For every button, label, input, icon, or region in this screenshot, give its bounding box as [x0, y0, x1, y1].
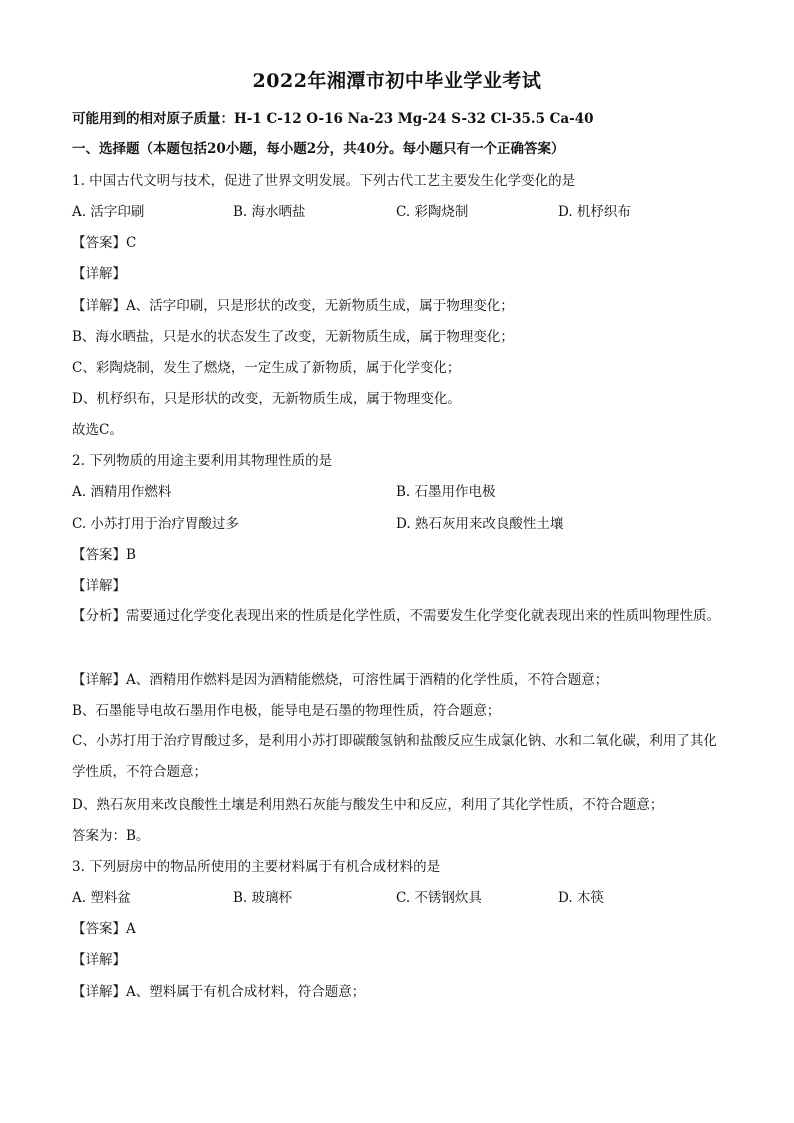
q2-detail-line: B、石墨能导电故石墨用作电极，能导电是石墨的物理性质，符合题意；	[72, 703, 501, 719]
q2-option-d: D. 熟石灰用来改良酸性土壤	[396, 516, 564, 532]
q2-detail-line: C、小苏打用于治疗胃酸过多，是利用小苏打即碳酸氢钠和盐酸反应生成氯化钠、水和二氧化碳，利用了其化学性质，不符合题意；	[72, 733, 717, 780]
q1-option-a: A. 活字印刷	[72, 204, 145, 220]
q3-option-c: C. 不锈钢炊具	[396, 890, 482, 906]
q1-option-c: C. 彩陶烧制	[396, 204, 469, 220]
q3-answer: 【答案】A	[72, 921, 136, 937]
q1-stem: 1. 中国古代文明与技术，促进了世界文明发展。下列古代工艺主要发生化学变化的是	[72, 173, 576, 189]
q3-detail-line: 【详解】A、塑料属于有机合成材料，符合题意；	[72, 984, 366, 1000]
q2-detail-line: 【详解】A、酒精用作燃料是因为酒精能燃烧，可溶性属于酒精的化学性质，不符合题意；	[72, 672, 609, 688]
q1-detail-tag: 【详解】	[72, 266, 126, 282]
q1-detail-line: D、机杼织布，只是形状的改变，无新物质生成，属于物理变化。	[72, 391, 461, 407]
q2-option-b: B. 石墨用作电极	[396, 484, 496, 500]
q2-analysis: 【分析】需要通过化学变化表现出来的性质是化学性质，不需要发生化学变化就表现出来的性质叫物理性质。	[72, 608, 720, 624]
q3-option-d: D. 木筷	[558, 890, 604, 906]
q1-conclusion: 故选C。	[72, 422, 123, 438]
q2-stem: 2. 下列物质的用途主要利用其物理性质的是	[72, 453, 333, 469]
q1-option-b: B. 海水晒盐	[233, 204, 306, 220]
q1-answer: 【答案】C	[72, 235, 137, 251]
q3-option-b: B. 玻璃杯	[233, 890, 293, 906]
q2-option-a: A. 酒精用作燃料	[72, 484, 172, 500]
q2-detail-line: D、熟石灰用来改良酸性土壤是利用熟石灰能与酸发生中和反应，利用了其化学性质，不符合题意；	[72, 797, 664, 813]
q1-detail-line: C、彩陶烧制，发生了燃烧，一定生成了新物质，属于化学变化；	[72, 360, 461, 376]
q1-option-d: D. 机杼织布	[558, 204, 631, 220]
q3-option-a: A. 塑料盆	[72, 890, 131, 906]
q2-option-c: C. 小苏打用于治疗胃酸过多	[72, 516, 239, 532]
q2-detail-tag: 【详解】	[72, 578, 126, 594]
q3-stem: 3. 下列厨房中的物品所使用的主要材料属于有机合成材料的是	[72, 859, 441, 875]
q1-detail-line: 【详解】A、活字印刷，只是形状的改变，无新物质生成，属于物理变化；	[72, 298, 514, 314]
q2-answer: 【答案】B	[72, 547, 136, 563]
exam-title: 2022年湘潭市初中毕业学业考试	[252, 70, 542, 92]
q2-conclusion: 答案为：B。	[72, 828, 150, 844]
section-header: 一、选择题（本题包括20小题，每小题2分，共40分。每小题只有一个正确答案）	[72, 141, 565, 157]
atomic-masses: 可能用到的相对原子质量：H-1 C-12 O-16 Na-23 Mg-24 S-32 Cl-35.5 Ca-40	[72, 111, 594, 127]
q1-detail-line: B、海水晒盐，只是水的状态发生了改变，无新物质生成，属于物理变化；	[72, 329, 514, 345]
q3-detail-tag: 【详解】	[72, 952, 126, 968]
